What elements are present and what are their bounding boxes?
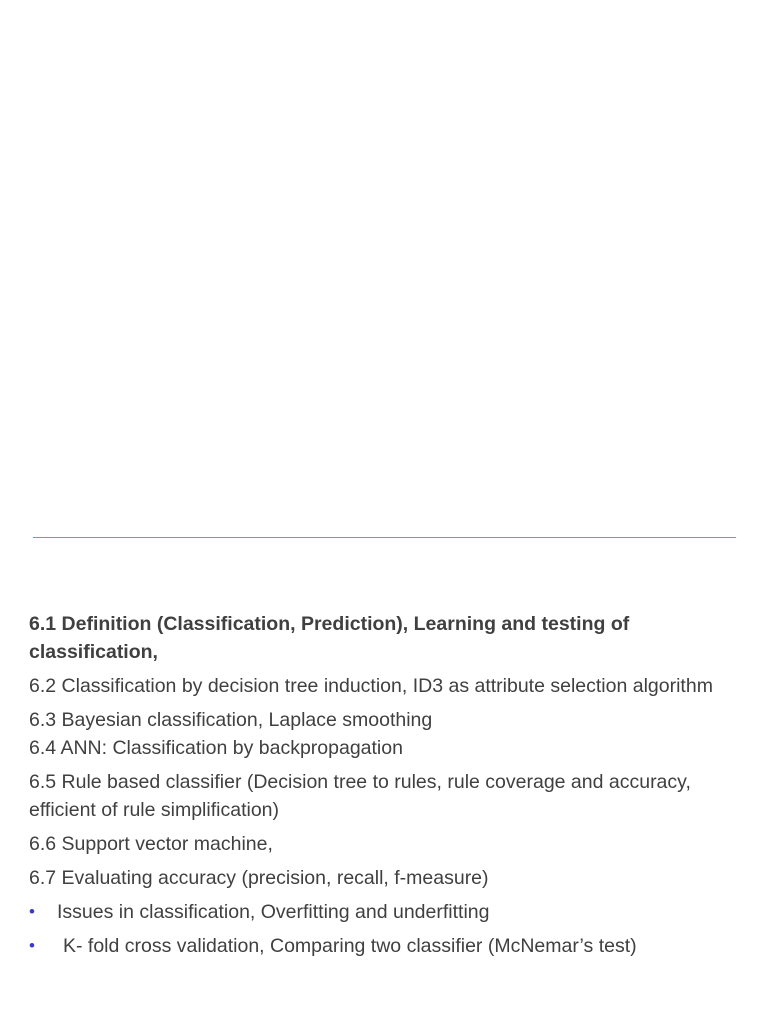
bullet-dot-icon: • [29, 936, 35, 955]
topic-6-4: 6.4 ANN: Classification by backpropagation [29, 737, 403, 759]
topic-6-7: 6.7 Evaluating accuracy (precision, recall, f-measure) [29, 867, 489, 889]
bullet-text: K- fold cross validation, Comparing two classifier (McNemar’s test) [63, 935, 637, 957]
topic-6-5: 6.5 Rule based classifier (Decision tree to rules, rule coverage and accuracy, efficient of rule simplification) [29, 771, 691, 821]
topic-6-6: 6.6 Support vector machine, [29, 833, 273, 855]
title-placeholder [30, 40, 736, 520]
topic-6-3: 6.3 Bayesian classification, Laplace smoothing [29, 709, 433, 731]
topic-6-2: 6.2 Classification by decision tree induction, ID3 as attribute selection algorithm [29, 675, 713, 697]
content-body [29, 610, 759, 966]
title-divider-line [33, 537, 736, 538]
topic-6-1: 6.1 Definition (Classification, Prediction), Learning and testing of classification, [29, 613, 630, 663]
bullet-dot-icon: • [29, 902, 35, 921]
bullet-text: Issues in classification, Overfitting and underfitting [57, 901, 490, 923]
bullet-item [29, 898, 759, 926]
bullet-item [29, 932, 759, 960]
